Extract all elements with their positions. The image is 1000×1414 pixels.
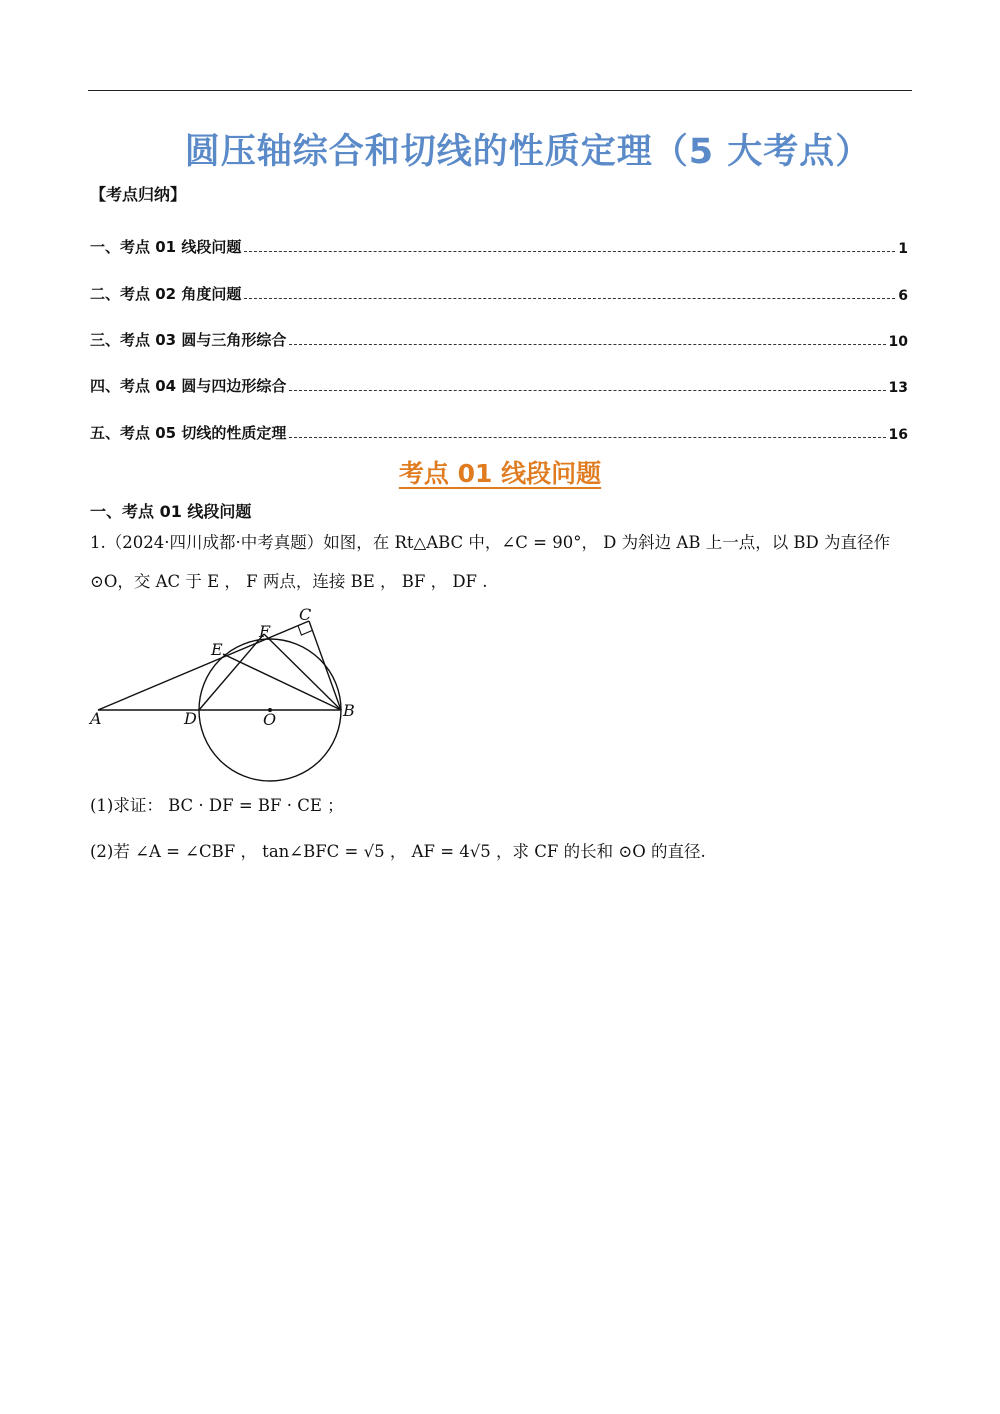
toc-item-2[interactable] bbox=[90, 282, 908, 304]
label-e: E bbox=[211, 640, 223, 659]
problem-statement-line-2: ⊙O，交 AC 于 E ， F 两点，连接 BE ， BF ， DF . bbox=[90, 572, 488, 591]
section-subheading: 一、考点 01 线段问题 bbox=[90, 502, 252, 521]
toc-item-1[interactable] bbox=[90, 235, 908, 257]
toc-item-label: 四、考点 04 圆与四边形综合 bbox=[90, 377, 287, 395]
toc-leader bbox=[244, 298, 895, 299]
label-b: B bbox=[343, 701, 355, 720]
label-f: F bbox=[259, 622, 271, 641]
toc-leader bbox=[289, 344, 885, 345]
segment-df bbox=[199, 634, 264, 710]
right-angle-marker bbox=[298, 626, 312, 635]
toc-leader bbox=[289, 437, 885, 438]
section-title: 考点 01 线段问题 bbox=[398, 459, 602, 488]
toc-item-label: 一、考点 01 线段问题 bbox=[90, 238, 242, 256]
toc-item-label: 五、考点 05 切线的性质定理 bbox=[90, 424, 287, 442]
label-c: C bbox=[299, 605, 312, 624]
toc-item-label: 三、考点 03 圆与三角形综合 bbox=[90, 331, 287, 349]
toc-leader bbox=[244, 251, 895, 252]
toc-page-number: 1 bbox=[898, 241, 908, 257]
summary-heading: 【考点归纳】 bbox=[90, 185, 187, 204]
label-o: O bbox=[263, 710, 277, 729]
problem-statement-line-1: 1.（2024·四川成都·中考真题）如图，在 Rt△ABC 中，∠C = 90°， D 为斜边 AB 上一点，以 BD 为直径作 bbox=[90, 533, 891, 552]
document-title: 圆压轴综合和切线的性质定理（5 大考点） bbox=[184, 132, 872, 172]
toc-leader bbox=[289, 390, 885, 391]
toc-page-number: 6 bbox=[898, 288, 908, 304]
label-a: A bbox=[90, 709, 102, 728]
toc-item-3[interactable] bbox=[90, 328, 908, 350]
geometry-figure bbox=[86, 600, 366, 790]
toc-page-number: 10 bbox=[888, 334, 908, 350]
segment-ac bbox=[98, 621, 309, 710]
problem-part-1: (1)求证： BC · DF = BF · CE ； bbox=[90, 796, 344, 815]
toc-item-5[interactable] bbox=[90, 421, 908, 443]
problem-part-2: (2)若 ∠A = ∠CBF ， tan∠BFC = √5 ， AF = 4√5 ，求 CF 的长和 ⊙O 的直径. bbox=[90, 842, 706, 861]
toc-item-4[interactable] bbox=[90, 374, 908, 396]
toc-item-label: 二、考点 02 角度问题 bbox=[90, 285, 242, 303]
toc-page-number: 16 bbox=[888, 427, 908, 443]
toc-page-number: 13 bbox=[888, 380, 908, 396]
top-rule bbox=[88, 90, 912, 91]
label-d: D bbox=[184, 709, 197, 728]
